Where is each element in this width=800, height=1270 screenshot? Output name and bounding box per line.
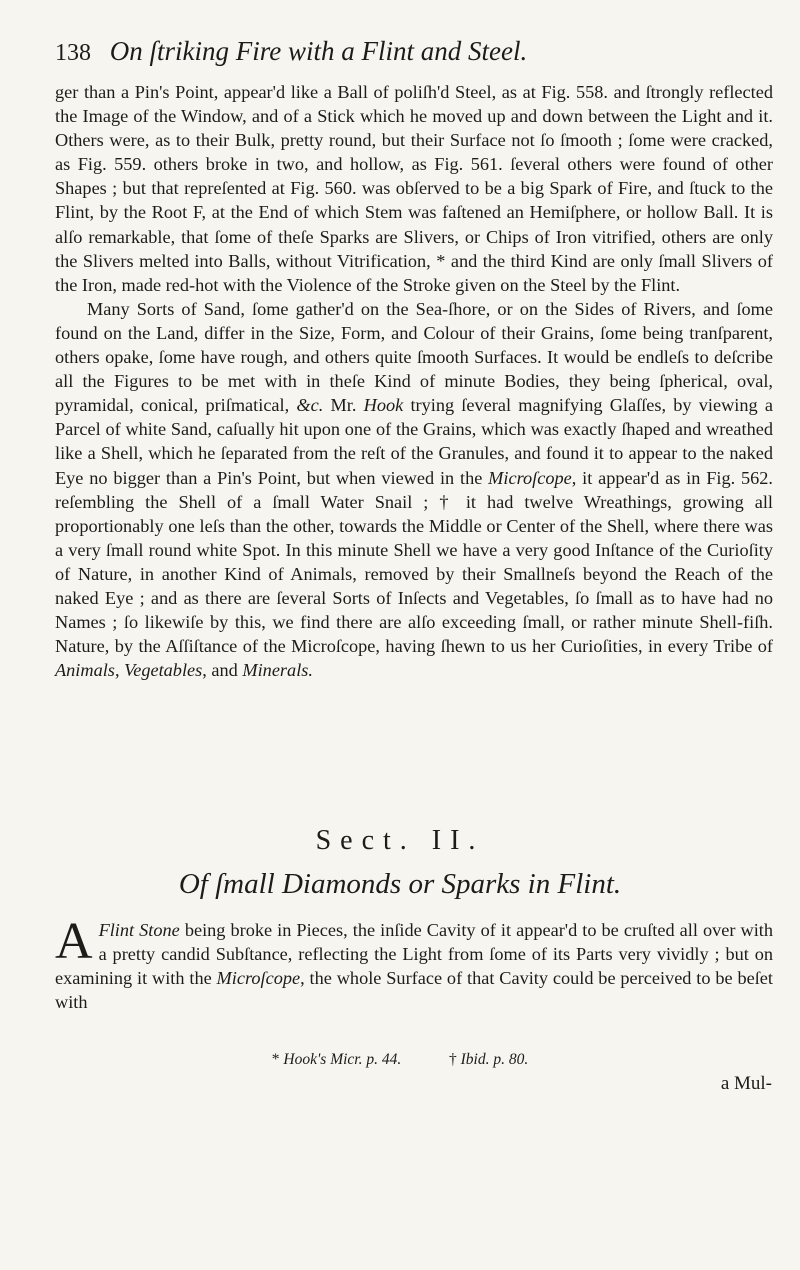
italic-run: Microſcope <box>216 968 301 989</box>
text-run: trying ſeveral magnifying Glaſſes, by viewing a Parcel of white Sand, caſually hit upon one of the Grains, which was exactly ſhaped and wreathed like a Shell, which he ſeparated from the reſt of the Granules, and found it to appear to the naked Eye no bigger than a Pin's Point, but when viewed in the <box>55 395 773 488</box>
text-run: Mr. <box>323 395 364 416</box>
body-text <box>55 80 773 682</box>
section-text <box>55 913 774 1014</box>
italic-run: Hook <box>363 395 404 416</box>
section-paragraph-text <box>55 913 774 1013</box>
text-run: , the whole Surface of that Cavity could be perceived to be beſet with <box>55 968 773 1013</box>
page-number: 138 <box>55 40 91 66</box>
catchword: a Mul- <box>720 1073 772 1094</box>
body-paragraph <box>55 297 773 683</box>
text-run: , it appear'd as in Fig. 562. reſembling the Shell of a ſmall Water Snail ; † it had twelve Wreathings, growing all proportionably one leſs than the other, towards the Middle or Center of the Shell, where there was a very ſmall round white Spot. In this minute Shell we have a very good Inſtance of the Curioſity of Nature, in another Kind of Animals, removed by their Smallneſs beyond the Reach of the naked Eye ; and as there are ſeveral Sorts of Inſects and Vegetables, ſo ſmall as to have had no Names ; ſo likewiſe by this, we find there are alſo exceeding ſmall, or rather minute Shell-fiſh. Nature, by the Aſſiſtance of the Microſcope, having ſhewn to us her Curioſities, in every Tribe of <box>55 467 773 657</box>
footnote-1 <box>272 1051 405 1068</box>
running-head <box>55 36 755 68</box>
text-run: , <box>114 660 125 681</box>
section-paragraph <box>55 913 774 1014</box>
italic-run: Minerals. <box>242 660 313 681</box>
text-run: being broke in Pieces, the inſide Cavity of it appear'd to be cruſted all over with a pretty candid Subſtance, reflecting the Light from ſome of its Parts very vividly ; but on examining it with the <box>55 920 774 989</box>
footnote-1-text: Hook's Micr. p. 44. <box>283 1051 402 1068</box>
section-title: Of ſmall Diamonds or Sparks in Flint. <box>178 868 622 900</box>
italic-run: Flint Stone <box>98 920 180 940</box>
italic-run: Microſcope <box>488 467 572 488</box>
footnote-2 <box>449 1051 528 1068</box>
italic-run: &c. <box>296 395 324 416</box>
text-run: ger than a Pin's Point, appear'd like a Ball of poliſh'd Steel, as at Fig. 558. and ſtrongly reflected the Image of the Window, and of a Stick which he moved up and down between the Light and it. Others were, as to their Bulk, pretty round, but their Surface not ſo ſmooth ; ſome were cracked, as Fig. 559. others broke in two, and hollow, as Fig. 561. ſeveral others were found of other Shapes ; but that repreſented at Fig. 560. was obſerved to be a big Spark of Fire, and ſtuck to the Flint, by the Root F, at the End of which Stem was faſtened an Hemiſphere, or hollow Ball. It is alſo remarkable, that ſome of theſe Sparks are Slivers, or Chips of Iron vitrified, others are only the Slivers melted into Balls, without Vitrification, * and the third Kind are only ſmall Slivers of the Iron, made red-hot with the Violence of the Stroke given on the Steel by the Flint. <box>55 82 773 295</box>
body-paragraph <box>55 80 773 297</box>
drop-cap: A <box>55 913 93 970</box>
text-run: Many Sorts of Sand, ſome gather'd on the Sea-ſhore, or on the Sides of Rivers, and ſome found on the Land, differ in the Size, Form, and Colour of their Grains, ſome being tranſparent, others opake, ſome have rough, and others quite ſmooth Surfaces. It would be endleſs to deſcribe all the Figures to be met with in theſe Kind of minute Bodies, they being ſpherical, oval, pyramidal, conical, priſmatical, <box>55 298 773 416</box>
footnote-2-text: Ibid. p. 80. <box>460 1051 529 1068</box>
running-title: On ſtriking Fire with a Flint and Steel. <box>109 36 528 66</box>
italic-run: Animals <box>55 660 115 681</box>
footnote-1-mark: * <box>271 1051 280 1068</box>
footnotes <box>0 1050 800 1070</box>
section-heading: Sect. II. <box>315 825 485 856</box>
text-run: , and <box>202 660 243 681</box>
italic-run: Vegetables <box>124 660 203 681</box>
footnote-2-mark: † <box>449 1051 457 1068</box>
